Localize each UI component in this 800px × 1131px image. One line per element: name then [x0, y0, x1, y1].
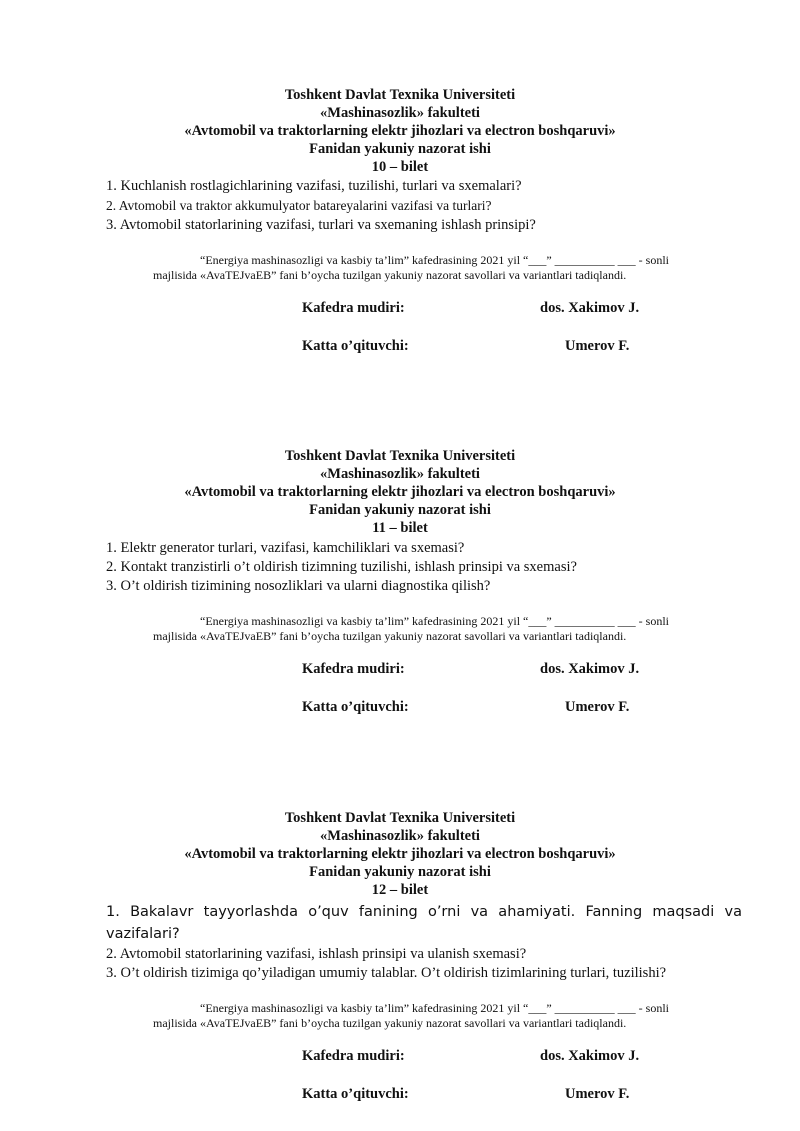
ticket-header	[0, 86, 800, 176]
head-name: dos. Xakimov J.	[540, 661, 640, 677]
approval-note-line1	[200, 1001, 742, 1016]
approval-note-line2: majlisida «AvaTEJvaEB” fani b’oycha tuzilgan yakuniy nazorat savollari va variantlari tadiqlandi.	[153, 1016, 627, 1030]
head-name: dos. Xakimov J.	[540, 300, 640, 316]
faculty-name: «Mashinasozlik» fakulteti	[320, 828, 480, 844]
ticket-header	[0, 447, 800, 537]
course-name: «Avtomobil va traktorlarning elektr jihozlari va electron boshqaruvi»	[184, 846, 616, 862]
approval-note-line1	[200, 614, 742, 629]
approval-note-line2: majlisida «AvaTEJvaEB” fani b’oycha tuzilgan yakuniy nazorat savollari va variantlari tadiqlandi.	[153, 268, 627, 282]
question-1: 1. Kuchlanish rostlagichlarining vazifasi, tuzilishi, turlari va sxemalari?	[106, 178, 522, 194]
university-name: Toshkent Davlat Texnika Universiteti	[284, 448, 516, 464]
university-name: Toshkent Davlat Texnika Universiteti	[284, 810, 516, 826]
approval-note-text: “Energiya mashinasozligi va kasbiy ta’lim” kafedrasining 2021 yil “___” __________ ___ - sonli	[200, 614, 670, 628]
question-3: 3. O’t oldirish tizimining nosozliklari va ularni diagnostika qilish?	[106, 578, 491, 594]
teacher-name: Umerov F.	[565, 1086, 630, 1102]
head-label: Kafedra mudiri:	[302, 1048, 405, 1064]
question-2: 2. Kontakt tranzistirli o’t oldirish tizimning tuzilishi, ishlash prinsipi va sxemasi?	[106, 559, 577, 575]
question-3: 3. Avtomobil statorlarining vazifasi, turlari va sxemaning ishlash prinsipi?	[106, 217, 536, 233]
faculty-name: «Mashinasozlik» fakulteti	[320, 105, 480, 121]
course-name: «Avtomobil va traktorlarning elektr jihozlari va electron boshqaruvi»	[184, 123, 616, 139]
course-name: «Avtomobil va traktorlarning elektr jihozlari va electron boshqaruvi»	[184, 484, 616, 500]
exam-title: Fanidan yakuniy nazorat ishi	[309, 864, 491, 880]
teacher-label: Katta o’qituvchi:	[302, 338, 409, 354]
question-1: 1. Elektr generator turlari, vazifasi, kamchiliklari va sxemasi?	[106, 540, 465, 556]
university-name: Toshkent Davlat Texnika Universiteti	[284, 87, 516, 103]
faculty-name: «Mashinasozlik» fakulteti	[320, 466, 480, 482]
exam-title: Fanidan yakuniy nazorat ishi	[309, 141, 491, 157]
approval-note-text: “Energiya mashinasozligi va kasbiy ta’lim” kafedrasining 2021 yil “___” __________ ___ - sonli	[200, 1001, 670, 1015]
question-2: 2. Avtomobil va traktor akkumulyator batareyalarini vazifasi va turlari?	[106, 198, 492, 213]
teacher-name: Umerov F.	[565, 699, 630, 715]
question-1: 1. Bakalavr tayyorlashda o’quv fanining o’rni va ahamiyati. Fanning maqsadi va vazifalari?	[106, 904, 742, 942]
ticket-header	[0, 809, 800, 899]
teacher-label: Katta o’qituvchi:	[302, 1086, 409, 1102]
exam-title: Fanidan yakuniy nazorat ishi	[309, 502, 491, 518]
ticket-number: 12 – bilet	[371, 882, 429, 898]
teacher-name: Umerov F.	[565, 338, 630, 354]
head-name: dos. Xakimov J.	[540, 1048, 640, 1064]
approval-note-text: “Energiya mashinasozligi va kasbiy ta’lim” kafedrasining 2021 yil “___” __________ ___ - sonli	[200, 253, 670, 267]
question-3: 3. O’t oldirish tizimiga qo’yiladigan umumiy talablar. O’t oldirish tizimlarining turlari, tuzilishi?	[106, 965, 667, 981]
ticket-number: 11 – bilet	[372, 520, 428, 536]
head-label: Kafedra mudiri:	[302, 300, 405, 316]
approval-note-line1	[200, 253, 742, 268]
teacher-label: Katta o’qituvchi:	[302, 699, 409, 715]
head-label: Kafedra mudiri:	[302, 661, 405, 677]
approval-note-line2: majlisida «AvaTEJvaEB” fani b’oycha tuzilgan yakuniy nazorat savollari va variantlari tadiqlandi.	[153, 629, 627, 643]
ticket-number: 10 – bilet	[371, 159, 429, 175]
question-2: 2. Avtomobil statorlarining vazifasi, ishlash prinsipi va ulanish sxemasi?	[106, 946, 527, 962]
